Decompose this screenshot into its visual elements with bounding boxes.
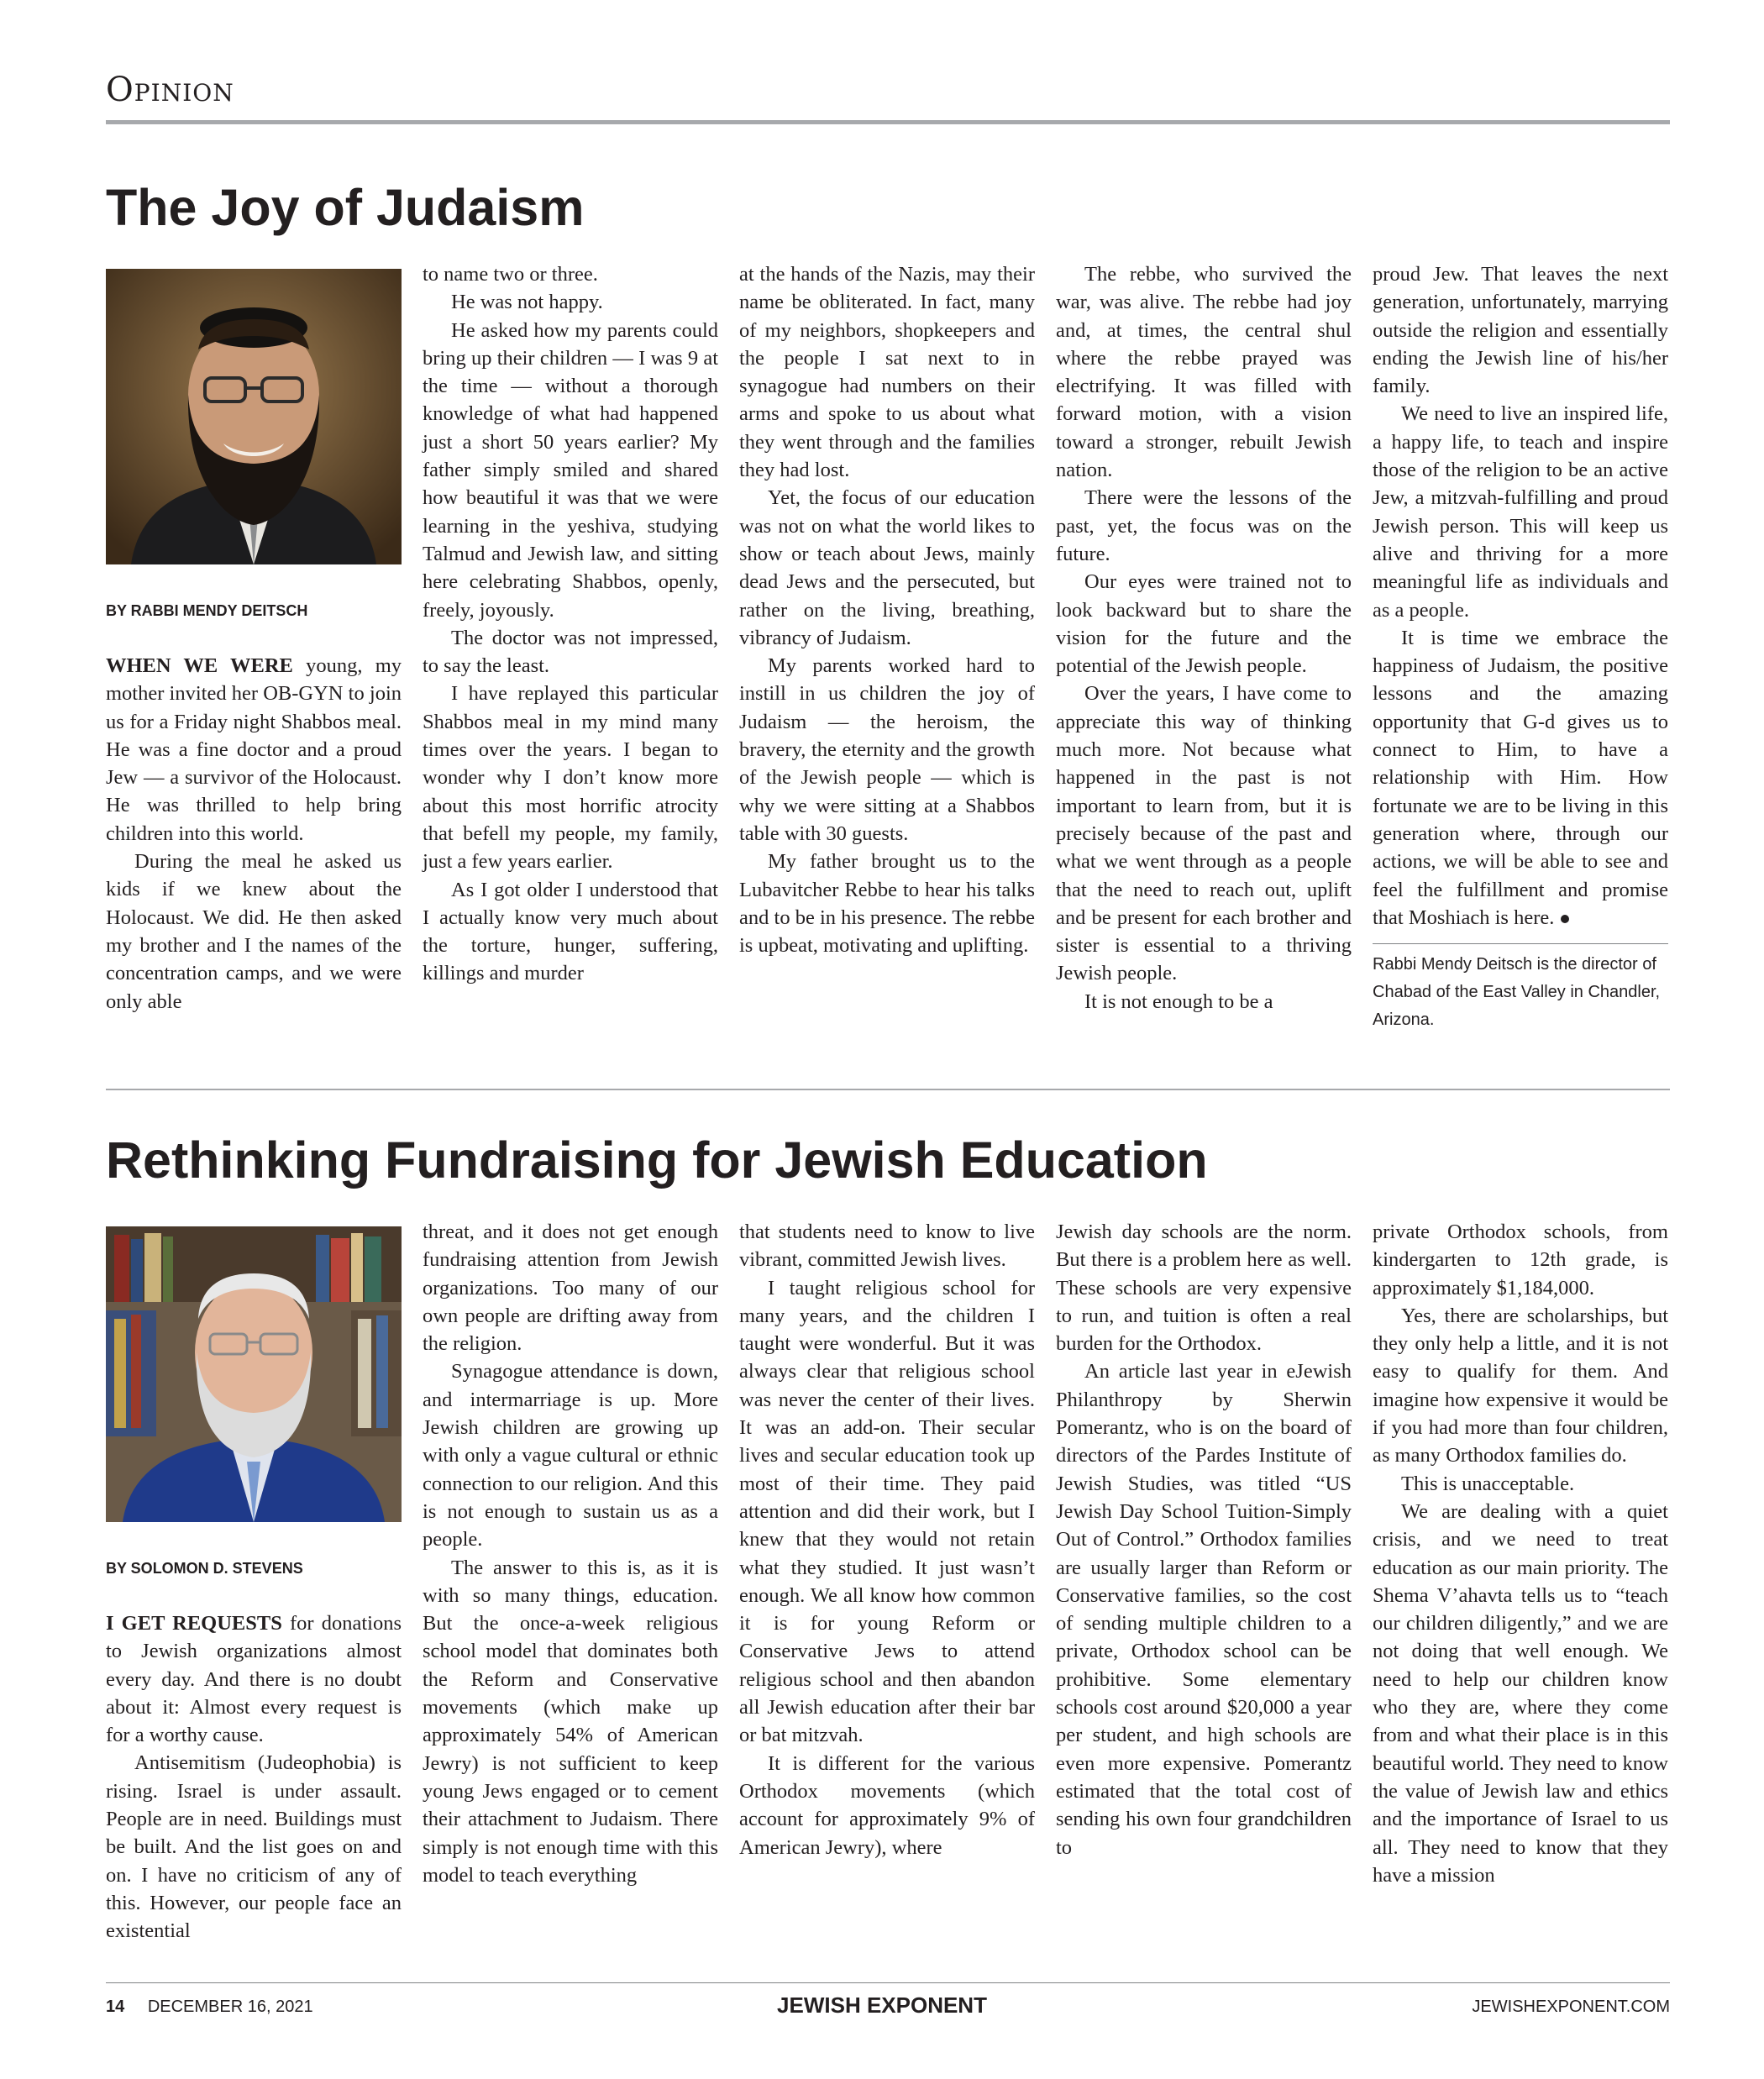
article2-lead-paragraph — [106, 1609, 402, 1749]
section-rule — [106, 120, 1670, 124]
footer-rule — [106, 1982, 1670, 1983]
article2-column-5 — [1373, 1218, 1668, 1889]
paragraph: I taught religious school for many years, and the children I taught were wonderful. But it was always clear that religious school was never the center of their lives. It was an add-on. Their secular lives and secular education took up most of their time. They paid attention and did their work, but I knew that they would not retain what they studied. It just wasn’t enough. We all know how common it is for young Reform or Conservative Jews to attend religious school and then abandon all Jewish education after their bar or bat mitzvah. — [739, 1276, 1035, 1747]
paragraph: This is unacceptable. — [1401, 1472, 1575, 1495]
paragraph: An article last year in eJewish Philanthropy by Sherwin Pomerantz, who is on the board of directors of the Pardes Institute of Jewish Studies, was titled “US Jewish Day School Tuition-Simply Out of Control.” Orthodox families are usually larger than Reform or Conservative families, so the cost of sending multiple children to a private, Orthodox school can be prohibitive. Some elementary schools cost around $20,000 a year per student, and high schools are even more expensive. Pomerantz estimated that the total cost of sending his own four grandchildren to — [1056, 1360, 1352, 1859]
article2-leadin: I GET REQUESTS — [106, 1612, 282, 1635]
website-url: JEWISHEXPONENT.COM — [1472, 1998, 1670, 2016]
paragraph: It is not enough to be a — [1084, 990, 1273, 1013]
page-number: 14 — [106, 1998, 125, 2016]
paragraph: Antisemitism (Judeophobia) is rising. Israel is under assault. People are in need. Buildings must be built. And the list goes on and on. I have no criticism of any of this. However, our people face an existential — [106, 1751, 402, 1943]
paragraph: The answer to this is, as it is with so many things, education. But the once-a-week religious school model that dominates both the Reform and Conservative movements (which make up approximately 54% of American Jewry) is not sufficient to keep young Jews engaged or to cement their attachment to Judaism. There simply is not enough time with this model to teach everything — [423, 1556, 718, 1887]
paragraph: There were the lessons of the past, yet, the focus was on the future. — [1056, 486, 1352, 565]
paragraph: proud Jew. That leaves the next generation, unfortunately, marrying outside the religion and essentially ending the Jewish line of his/her family. — [1373, 263, 1668, 398]
article2-column-4 — [1056, 1218, 1352, 1861]
paragraph: I have replayed this particular Shabbos meal in my mind many times over the years. I began to wonder why I don’t know more about this most horrific atrocity that befell my people, my family, just a few years earlier. — [423, 682, 718, 874]
paragraph: Jewish day schools are the norm. But there is a problem here as well. These schools are very expensive to run, and tuition is often a real burden for the Orthodox. — [1056, 1221, 1352, 1356]
article2-headline: Rethinking Fundraising for Jewish Education — [106, 1131, 1208, 1189]
article1-lead-paragraph — [106, 652, 402, 848]
article1-author-bio: Rabbi Mendy Deitsch is the director of Chabad of the East Valley in Chandler, Arizona. — [1373, 955, 1661, 1030]
paragraph: We are dealing with a quiet crisis, and we need to treat education as our main priority. The Shema V’ahavta tells us to “teach our children diligently,” and we are not doing that well enough. We need to help our children know who they are, where they come from and what their place is in this beautiful world. They need to know the value of Jewish law and ethics and the importance of Israel to us all. They need to know that they have a mission — [1373, 1499, 1668, 1887]
paragraph: at the hands of the Nazis, may their name be obliterated. In fact, many of my neighbors, shopkeepers and the people I sat next to in synagogue had numbers on their arms and spoke to us about what they went through and the families they had lost. — [739, 263, 1035, 482]
paragraph: It is different for the various Orthodox movements (which account for approximately 9% of American Jewry), where — [739, 1751, 1035, 1859]
article-divider — [106, 1089, 1670, 1090]
article1-column-4 — [1056, 260, 1352, 1016]
paragraph: that students need to know to live vibrant, committed Jewish lives. — [739, 1221, 1035, 1272]
article2-author-photo — [106, 1226, 402, 1522]
paragraph: During the meal he asked us kids if we knew about the Holocaust. We did. He then asked my brother and I the names of the concentration camps, and we were only able — [106, 850, 402, 1013]
paragraph: He was not happy. — [451, 291, 603, 314]
end-mark-icon — [1561, 915, 1569, 923]
paragraph: Yes, there are scholarships, but they only help a little, and it is not easy to qualify for them. And imagine how expensive it would be if you had more than four children, as many Orthodox families do. — [1373, 1304, 1668, 1467]
paragraph: The doctor was not impressed, to say the least. — [423, 626, 718, 678]
article1-column-2 — [423, 260, 718, 988]
paragraph: Synagogue attendance is down, and intermarriage is up. More Jewish children are growing up with only a vague cultural or ethnic connection to our religion. And this is not enough to sustain us as a people. — [423, 1360, 718, 1551]
article1-column-1 — [106, 652, 402, 1016]
article1-byline: BY RABBI MENDY DEITSCH — [106, 602, 308, 619]
paragraph: My parents worked hard to instill in us children the joy of Judaism — the heroism, the bravery, the eternity and the growth of the Jewish people — which is why we were sitting at a Shabbos table with 30 guests. — [739, 654, 1035, 845]
section-label: Opinion — [106, 71, 234, 109]
issue-date: DECEMBER 16, 2021 — [147, 1998, 313, 2016]
article1-column-5 — [1373, 260, 1668, 1034]
paragraph: He asked how my parents could bring up their children — I was 9 at the time — without a thorough knowledge of what had happened just a short 50 years earlier? My father simply smiled and shared how beautiful it was that we were learning in the yeshiva, studying Talmud and Jewish law, and sitting here celebrating Shabbos, openly, freely, joyously. — [423, 318, 718, 622]
bio-rule — [1373, 943, 1668, 944]
article2-column-3 — [739, 1218, 1035, 1861]
publication-name: JEWISH EXPONENT — [777, 1992, 987, 2018]
paragraph: We need to live an inspired life, a happy life, to teach and inspire those of the religion to be an active Jew, a mitzvah-fulfilling and proud Jewish person. This will keep us alive and thriving for a more meaningful life as individuals and as a people. — [1373, 402, 1668, 622]
paragraph — [1373, 624, 1668, 932]
paragraph: The rebbe, who survived the war, was alive. The rebbe had joy and, at times, the central shul where the rebbe prayed was electrifying. It was filled with forward motion, with a vision toward a stronger, rebuilt Jewish nation. — [1056, 263, 1352, 482]
article1-leadin: WHEN WE WERE — [106, 654, 293, 677]
article2-column-2 — [423, 1218, 718, 1889]
paragraph: Our eyes were trained not to look backward but to share the vision for the future and the potential of the Jewish people. — [1056, 570, 1352, 678]
paragraph: My father brought us to the Lubavitcher Rebbe to hear his talks and to be in his presence. The rebbe is upbeat, motivating and uplifting. — [739, 850, 1035, 958]
article2-lead-text: for donations to Jewish organizations almost every day. And there is no doubt about it: Almost every request is for a worthy cause. — [106, 1612, 402, 1747]
paragraph: Yet, the focus of our education was not on what the world likes to show or teach about Jews, mainly dead Jews and the persecuted, but rather on the living, breathing, vibrancy of Judaism. — [739, 486, 1035, 649]
article1-author-photo — [106, 269, 402, 564]
article1-column-3 — [739, 260, 1035, 959]
paragraph-text: It is time we embrace the happiness of Judaism, the positive lessons and the amazing opportunity that G-d gives us to connect to Him, to have a relationship with Him. How fortunate we are to be living in this generation where, through our actions, we will be able to see and feel the fulfillment and promise that Moshiach is here. — [1373, 626, 1668, 929]
paragraph: As I got older I understood that I actually know very much about the torture, hunger, suffering, killings and murder — [423, 878, 718, 985]
article2-column-1 — [106, 1609, 402, 1945]
paragraph: Over the years, I have come to appreciate this way of thinking much more. Not because what happened in the past is not important to learn from, but it is precisely because of the past and what we went through as a people that the need to reach out, uplift and be present for each brother and sister is essential to a thriving Jewish people. — [1056, 682, 1352, 985]
article1-headline: The Joy of Judaism — [106, 179, 585, 236]
paragraph: threat, and it does not get enough fundraising attention from Jewish organizations. Too many of our own people are drifting away from the religion. — [423, 1221, 718, 1356]
paragraph: private Orthodox schools, from kindergarten to 12th grade, is approximately $1,184,000. — [1373, 1221, 1668, 1299]
article2-byline: BY SOLOMON D. STEVENS — [106, 1560, 303, 1577]
article1-lead-text: young, my mother invited her OB-GYN to join us for a Friday night Shabbos meal. He was a fine doctor and a proud Jew — a survivor of the Holocaust. He was thrilled to help bring children into this world. — [106, 654, 402, 845]
paragraph: to name two or three. — [423, 263, 598, 286]
